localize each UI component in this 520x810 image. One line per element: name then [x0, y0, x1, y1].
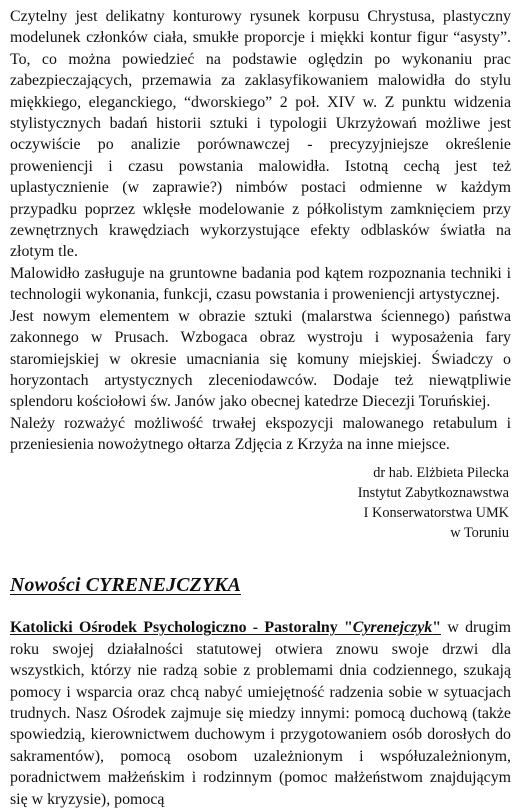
news-paragraph-text: w drugim roku swojej działalności statutowej otwiera znowu swoje drzwi dla wszystkich, którzy nie radzą sobie z problemami dnia codziennego, szukają pomocy i wsparcia oraz chcą nabyć umiejętność radzenia sobie w sytuacjach trudnych. Nasz Ośrodek zajmuje się miedzy innymi: pomocą duchową (także spowiedzią, kierownictwem duchowym i przygotowaniem osób dorosłych do sakramentów), pomocą osobom uzależnionym i współuzależnionym, poradnictwem małżeńskim i rodzinnym (pomoc małżeństwom znajdującym się w kryzysie), pomocą	[10, 619, 511, 808]
article-paragraph-3: Jest nowym elementem w obrazie sztuki (malarstwa ściennego) państwa zakonnego w Prusach. Wzbogaca obraz wystroju i wyposażenia fary staromiejskiej w okresie umacniania się komuny miejskiej. Świadczy o horyzontach artystycznych zleceniodawców. Dodaje też niewątpliwie splendoru kościołowi św. Janów jako obecnej katedrze Diecezji Toruńskiej.	[10, 307, 511, 411]
news-paragraph	[10, 617, 511, 810]
article-paragraph-2: Malowidło zasługuje na gruntowne badania pod kątem rozpoznania techniki i technologii wykonania, funkcji, czasu powstania i proweniencji artystycznej.	[10, 264, 511, 304]
author-city: w Toruniu	[450, 525, 509, 542]
organization-name-italic: Cyrenejczyk	[352, 619, 433, 637]
article-paragraph-1: Czytelny jest delikatny konturowy rysunek korpusu Chrystusa, plastyczny modelunek członków ciała, smukłe proporcje i miękki kontur figur “asysty”. To, co można powiedzieć na podstawie oględzin po wykonaniu prac zabezpieczających, przemawia za zaklasyfikowaniem malowidła do stylu miękkiego, eleganckiego, “dworskiego” 2 poł. XIV w. Z punktu widzenia stylistycznych badań historii sztuki i typologii Ukrzyżowań możliwe jest oczywiście po analizie porównawczej - precyzyjniejsze określenie proweniencji i czasu powstania malowidła. Istotną cechą jest też uplastycznienie (w zaprawie?) nimbów postaci odmienne w każdym przypadku poprzez wklęsłe modelowanie z półkolistym zamknięciem przy zewnętrznych krawędziach wykorzystujące efekty odblasków światła na złotym tle.	[10, 8, 511, 261]
author-signature	[10, 463, 511, 544]
author-department: I Konserwatorstwa UMK	[363, 504, 509, 521]
organization-name	[10, 619, 441, 636]
section-heading: Nowości CYRENEJCZYKA	[10, 574, 241, 597]
article-body	[10, 6, 511, 456]
organization-name-suffix: "	[432, 619, 442, 637]
article-paragraph-4: Należy rozważyć możliwość trwałej ekspozycji malowanego retabulum i przeniesienia nowożytnego ołtarza Zdjęcia z Krzyża na inne miejsce.	[10, 414, 511, 454]
organization-name-prefix: Katolicki Ośrodek Psychologiczno - Pastoralny "	[10, 619, 353, 637]
author-name: dr hab. Elżbieta Pilecka	[373, 464, 509, 481]
author-institute: Instytut Zabytkoznawstwa	[357, 484, 509, 501]
